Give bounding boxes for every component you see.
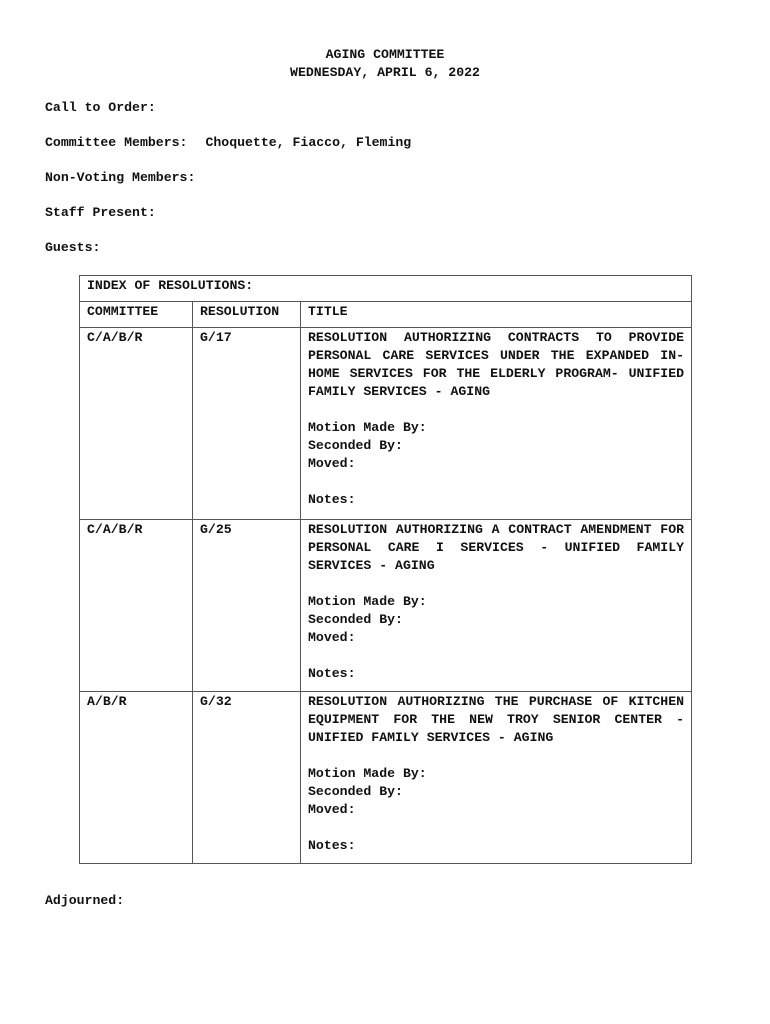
resolutions-index-table bbox=[79, 275, 692, 864]
row-title-cell bbox=[301, 692, 692, 864]
resolution-title: RESOLUTION AUTHORIZING CONTRACTS TO PROVIDE PERSONAL CARE SERVICES UNDER THE EXPANDED IN-HOME SERVICES FOR THE ELDERLY PROGRAM- UNIFIED FAMILY SERVICES - AGING bbox=[308, 330, 685, 399]
document-header bbox=[0, 46, 770, 82]
committee-members-value: Choquette, Fiacco, Fleming bbox=[205, 135, 412, 150]
resolution-row bbox=[80, 328, 692, 520]
committee-members-label: Committee Members: bbox=[45, 135, 188, 150]
row-title-cell bbox=[301, 328, 692, 520]
non-voting-members-label: Non-Voting Members: bbox=[45, 170, 196, 185]
motion-made-by-label: Motion Made By: bbox=[308, 594, 427, 609]
seconded-by-label: Seconded By: bbox=[308, 784, 403, 799]
column-header-resolution: RESOLUTION bbox=[193, 302, 301, 328]
resolution-row bbox=[80, 692, 692, 864]
resolution-title: RESOLUTION AUTHORIZING A CONTRACT AMENDMENT FOR PERSONAL CARE I SERVICES - UNIFIED FAMILY SERVICES - AGING bbox=[308, 522, 685, 573]
row-resolution-number: G/32 bbox=[193, 692, 301, 864]
row-resolution-number: G/25 bbox=[193, 520, 301, 692]
moved-label: Moved: bbox=[308, 630, 356, 645]
call-to-order-label: Call to Order: bbox=[45, 100, 156, 115]
column-header-committee: COMMITTEE bbox=[80, 302, 193, 328]
guests-label: Guests: bbox=[45, 240, 101, 255]
seconded-by-label: Seconded By: bbox=[308, 438, 403, 453]
resolution-row bbox=[80, 520, 692, 692]
notes-label: Notes: bbox=[308, 666, 356, 681]
moved-label: Moved: bbox=[308, 802, 356, 817]
column-header-title: TITLE bbox=[301, 302, 692, 328]
seconded-by-label: Seconded By: bbox=[308, 612, 403, 627]
notes-label: Notes: bbox=[308, 838, 356, 853]
committee-members-line bbox=[45, 134, 411, 152]
adjourned-label: Adjourned: bbox=[45, 893, 125, 908]
moved-label: Moved: bbox=[308, 456, 356, 471]
staff-present-label: Staff Present: bbox=[45, 205, 156, 220]
notes-label: Notes: bbox=[308, 492, 356, 507]
index-title: INDEX OF RESOLUTIONS: bbox=[80, 276, 692, 302]
resolution-title: RESOLUTION AUTHORIZING THE PURCHASE OF KITCHEN EQUIPMENT FOR THE NEW TROY SENIOR CENTER - UNIFIED FAMILY SERVICES - AGING bbox=[308, 694, 685, 745]
document-title: AGING COMMITTEE bbox=[325, 47, 445, 62]
row-title-cell bbox=[301, 520, 692, 692]
row-committee: C/A/B/R bbox=[80, 520, 193, 692]
row-committee: A/B/R bbox=[80, 692, 193, 864]
row-committee: C/A/B/R bbox=[80, 328, 193, 520]
motion-made-by-label: Motion Made By: bbox=[308, 420, 427, 435]
motion-made-by-label: Motion Made By: bbox=[308, 766, 427, 781]
column-header-row bbox=[80, 302, 692, 328]
meeting-date: WEDNESDAY, APRIL 6, 2022 bbox=[290, 65, 480, 80]
row-resolution-number: G/17 bbox=[193, 328, 301, 520]
